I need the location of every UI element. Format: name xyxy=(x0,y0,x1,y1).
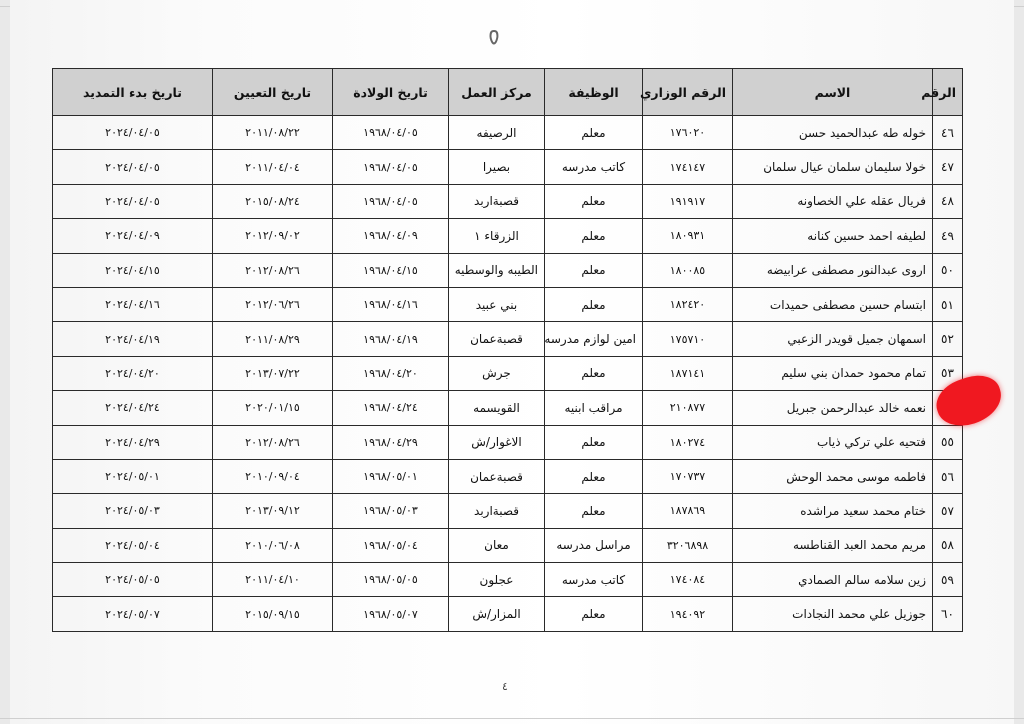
table-row xyxy=(53,391,963,425)
header-col-birth-date: تاريخ الولادة xyxy=(333,69,449,116)
header-col-extension-date: تاريخ بدء التمديد xyxy=(53,69,213,116)
cell-number: ٦٠ xyxy=(933,597,963,631)
cell-workplace: قصبةاربد xyxy=(449,494,545,528)
cell-number: ٥٨ xyxy=(933,528,963,562)
header-col-name: الاسم xyxy=(733,69,933,116)
cell-appointment-date: ٢٠١١/٠٨/٢٩ xyxy=(213,322,333,356)
cell-job: معلم xyxy=(545,425,643,459)
cell-name: لطيفه احمد حسين كنانه xyxy=(733,219,933,253)
cell-birth-date: ١٩٦٨/٠٤/١٩ xyxy=(333,322,449,356)
cell-job: معلم xyxy=(545,459,643,493)
cell-extension-date: ٢٠٢٤/٠٤/١٩ xyxy=(53,322,213,356)
cell-number: ٥٣ xyxy=(933,356,963,390)
cell-ministry-id: ١٧٦٠٢٠ xyxy=(643,116,733,150)
cell-extension-date: ٢٠٢٤/٠٥/٠٥ xyxy=(53,563,213,597)
cell-number: ٥٠ xyxy=(933,253,963,287)
cell-workplace: الاغوار/ش xyxy=(449,425,545,459)
cell-birth-date: ١٩٦٨/٠٤/١٥ xyxy=(333,253,449,287)
cell-job: امين لوازم مدرسه xyxy=(545,322,643,356)
cell-name: اروى عبدالنور مصطفى عرابيضه xyxy=(733,253,933,287)
cell-birth-date: ١٩٦٨/٠٤/١٦ xyxy=(333,287,449,321)
table-row xyxy=(53,322,963,356)
cell-number: ٤٩ xyxy=(933,219,963,253)
cell-name: جوزيل علي محمد النجادات xyxy=(733,597,933,631)
table-row xyxy=(53,597,963,631)
cell-extension-date: ٢٠٢٤/٠٤/٢٤ xyxy=(53,391,213,425)
cell-appointment-date: ٢٠١١/٠٤/٠٤ xyxy=(213,150,333,184)
cell-job: مراسل مدرسه xyxy=(545,528,643,562)
cell-appointment-date: ٢٠١٢/٠٨/٢٦ xyxy=(213,253,333,287)
cell-ministry-id: ١٩٤٠٩٢ xyxy=(643,597,733,631)
header-row xyxy=(53,69,963,116)
cell-workplace: المزار/ش xyxy=(449,597,545,631)
cell-appointment-date: ٢٠١٢/٠٨/٢٦ xyxy=(213,425,333,459)
table-row xyxy=(53,494,963,528)
cell-extension-date: ٢٠٢٤/٠٥/٠١ xyxy=(53,459,213,493)
table-header xyxy=(53,69,963,116)
cell-birth-date: ١٩٦٨/٠٥/٠٣ xyxy=(333,494,449,528)
cell-extension-date: ٢٠٢٤/٠٥/٠٧ xyxy=(53,597,213,631)
cell-ministry-id: ١٩١٩١٧ xyxy=(643,184,733,218)
cell-extension-date: ٢٠٢٤/٠٥/٠٣ xyxy=(53,494,213,528)
cell-workplace: قصبةعمان xyxy=(449,322,545,356)
cell-extension-date: ٢٠٢٤/٠٤/٠٩ xyxy=(53,219,213,253)
cell-extension-date: ٢٠٢٤/٠٤/٢٠ xyxy=(53,356,213,390)
cell-appointment-date: ٢٠١٠/٠٩/٠٤ xyxy=(213,459,333,493)
table-row xyxy=(53,356,963,390)
table-row xyxy=(53,116,963,150)
cell-birth-date: ١٩٦٨/٠٤/٠٥ xyxy=(333,116,449,150)
cell-job: معلم xyxy=(545,494,643,528)
cell-number: ٥٥ xyxy=(933,425,963,459)
cell-birth-date: ١٩٦٨/٠٤/٢٩ xyxy=(333,425,449,459)
cell-name: تمام محمود حمدان بني سليم xyxy=(733,356,933,390)
cell-ministry-id: ١٧٠٧٣٧ xyxy=(643,459,733,493)
header-col-ministry-id: الرقم الوزاري xyxy=(643,69,733,116)
cell-ministry-id: ١٨٢٤٢٠ xyxy=(643,287,733,321)
cell-workplace: جرش xyxy=(449,356,545,390)
table-row xyxy=(53,253,963,287)
cell-birth-date: ١٩٦٨/٠٤/٢٠ xyxy=(333,356,449,390)
cell-appointment-date: ٢٠١١/٠٤/١٠ xyxy=(213,563,333,597)
header-col-workplace: مركز العمل xyxy=(449,69,545,116)
cell-job: كاتب مدرسه xyxy=(545,150,643,184)
cell-workplace: بني عبيد xyxy=(449,287,545,321)
cell-name: فتحيه علي تركي ذياب xyxy=(733,425,933,459)
cell-ministry-id: ١٨٧٨٦٩ xyxy=(643,494,733,528)
cell-ministry-id: ٢١٠٨٧٧ xyxy=(643,391,733,425)
cell-number: ٥٢ xyxy=(933,322,963,356)
cell-job: معلم xyxy=(545,253,643,287)
cell-extension-date: ٢٠٢٤/٠٤/٢٩ xyxy=(53,425,213,459)
cell-extension-date: ٢٠٢٤/٠٤/٠٥ xyxy=(53,150,213,184)
cell-number: ٥٦ xyxy=(933,459,963,493)
cell-workplace: بصيرا xyxy=(449,150,545,184)
cell-appointment-date: ٢٠١٠/٠٦/٠٨ xyxy=(213,528,333,562)
cell-job: معلم xyxy=(545,184,643,218)
cell-name: ختام محمد سعيد مراشده xyxy=(733,494,933,528)
cell-job: معلم xyxy=(545,356,643,390)
cell-job: معلم xyxy=(545,116,643,150)
table-row xyxy=(53,563,963,597)
cell-appointment-date: ٢٠١٣/٠٩/١٢ xyxy=(213,494,333,528)
cell-ministry-id: ١٧٤٠٨٤ xyxy=(643,563,733,597)
cell-name: خولا سليمان سلمان عيال سلمان xyxy=(733,150,933,184)
header-col-appointment-date: تاريخ التعيين xyxy=(213,69,333,116)
cell-number: ٥١ xyxy=(933,287,963,321)
cell-name: زين سلامه سالم الصمادي xyxy=(733,563,933,597)
table-row xyxy=(53,459,963,493)
cell-workplace: الطيبه والوسطيه xyxy=(449,253,545,287)
cell-ministry-id: ١٧٤١٤٧ xyxy=(643,150,733,184)
cell-name: ابتسام حسين مصطفى حميدات xyxy=(733,287,933,321)
cell-appointment-date: ٢٠١٣/٠٧/٢٢ xyxy=(213,356,333,390)
cell-job: كاتب مدرسه xyxy=(545,563,643,597)
cell-extension-date: ٢٠٢٤/٠٤/١٦ xyxy=(53,287,213,321)
table-row xyxy=(53,150,963,184)
cell-extension-date: ٢٠٢٤/٠٤/٠٥ xyxy=(53,184,213,218)
cell-workplace: عجلون xyxy=(449,563,545,597)
cell-workplace: الزرقاء ١ xyxy=(449,219,545,253)
cell-appointment-date: ٢٠٢٠/٠١/١٥ xyxy=(213,391,333,425)
cell-workplace: قصبةاربد xyxy=(449,184,545,218)
cell-ministry-id: ١٨٠٠٨٥ xyxy=(643,253,733,287)
cell-appointment-date: ٢٠١١/٠٨/٢٢ xyxy=(213,116,333,150)
cell-name: فريال عقله علي الخصاونه xyxy=(733,184,933,218)
cell-birth-date: ١٩٦٨/٠٤/٠٥ xyxy=(333,150,449,184)
table-row xyxy=(53,219,963,253)
cell-birth-date: ١٩٦٨/٠٤/٢٤ xyxy=(333,391,449,425)
header-col-number: الرقم xyxy=(933,69,963,116)
cell-extension-date: ٢٠٢٤/٠٤/١٥ xyxy=(53,253,213,287)
cell-birth-date: ١٩٦٨/٠٥/٠٥ xyxy=(333,563,449,597)
employees-table xyxy=(52,68,963,632)
cell-job: معلم xyxy=(545,287,643,321)
cell-workplace: القويسمه xyxy=(449,391,545,425)
header-col-job: الوظيفة xyxy=(545,69,643,116)
cell-workplace: الرصيفه xyxy=(449,116,545,150)
cell-birth-date: ١٩٦٨/٠٥/٠١ xyxy=(333,459,449,493)
table-body xyxy=(53,116,963,632)
cell-workplace: معان xyxy=(449,528,545,562)
cell-name: مريم محمد العبد القناطسه xyxy=(733,528,933,562)
cell-number: ٤٧ xyxy=(933,150,963,184)
table-row xyxy=(53,528,963,562)
cell-workplace: قصبةعمان xyxy=(449,459,545,493)
cell-number: ٥٧ xyxy=(933,494,963,528)
cell-number: ٤٦ xyxy=(933,116,963,150)
table-row xyxy=(53,287,963,321)
cell-name: خوله طه عبدالحميد حسن xyxy=(733,116,933,150)
cell-number: ٤٨ xyxy=(933,184,963,218)
cell-job: معلم xyxy=(545,597,643,631)
cell-birth-date: ١٩٦٨/٠٤/٠٥ xyxy=(333,184,449,218)
cell-birth-date: ١٩٦٨/٠٥/٠٧ xyxy=(333,597,449,631)
page-number-top: ٥ xyxy=(488,24,500,49)
cell-ministry-id: ٣٢٠٦٨٩٨ xyxy=(643,528,733,562)
table-row xyxy=(53,184,963,218)
cell-appointment-date: ٢٠١٥/٠٨/٢٤ xyxy=(213,184,333,218)
cell-appointment-date: ٢٠١٢/٠٩/٠٢ xyxy=(213,219,333,253)
cell-ministry-id: ١٧٥٧١٠ xyxy=(643,322,733,356)
cell-name: اسمهان جميل قويدر الزعبي xyxy=(733,322,933,356)
cell-extension-date: ٢٠٢٤/٠٤/٠٥ xyxy=(53,116,213,150)
cell-job: معلم xyxy=(545,219,643,253)
page-number-bottom: ٤ xyxy=(502,680,508,693)
table-row xyxy=(53,425,963,459)
cell-name: فاطمه موسى محمد الوحش xyxy=(733,459,933,493)
cell-appointment-date: ٢٠١٥/٠٩/١٥ xyxy=(213,597,333,631)
cell-number: ٥٩ xyxy=(933,563,963,597)
cell-ministry-id: ١٨٧١٤١ xyxy=(643,356,733,390)
cell-name: نعمه خالد عبدالرحمن جبريل xyxy=(733,391,933,425)
cell-birth-date: ١٩٦٨/٠٤/٠٩ xyxy=(333,219,449,253)
cell-appointment-date: ٢٠١٢/٠٦/٢٦ xyxy=(213,287,333,321)
cell-birth-date: ١٩٦٨/٠٥/٠٤ xyxy=(333,528,449,562)
cell-job: مراقب ابنيه xyxy=(545,391,643,425)
scan-edge-bottom xyxy=(0,718,1024,719)
cell-ministry-id: ١٨٠٩٣١ xyxy=(643,219,733,253)
cell-extension-date: ٢٠٢٤/٠٥/٠٤ xyxy=(53,528,213,562)
cell-ministry-id: ١٨٠٢٧٤ xyxy=(643,425,733,459)
